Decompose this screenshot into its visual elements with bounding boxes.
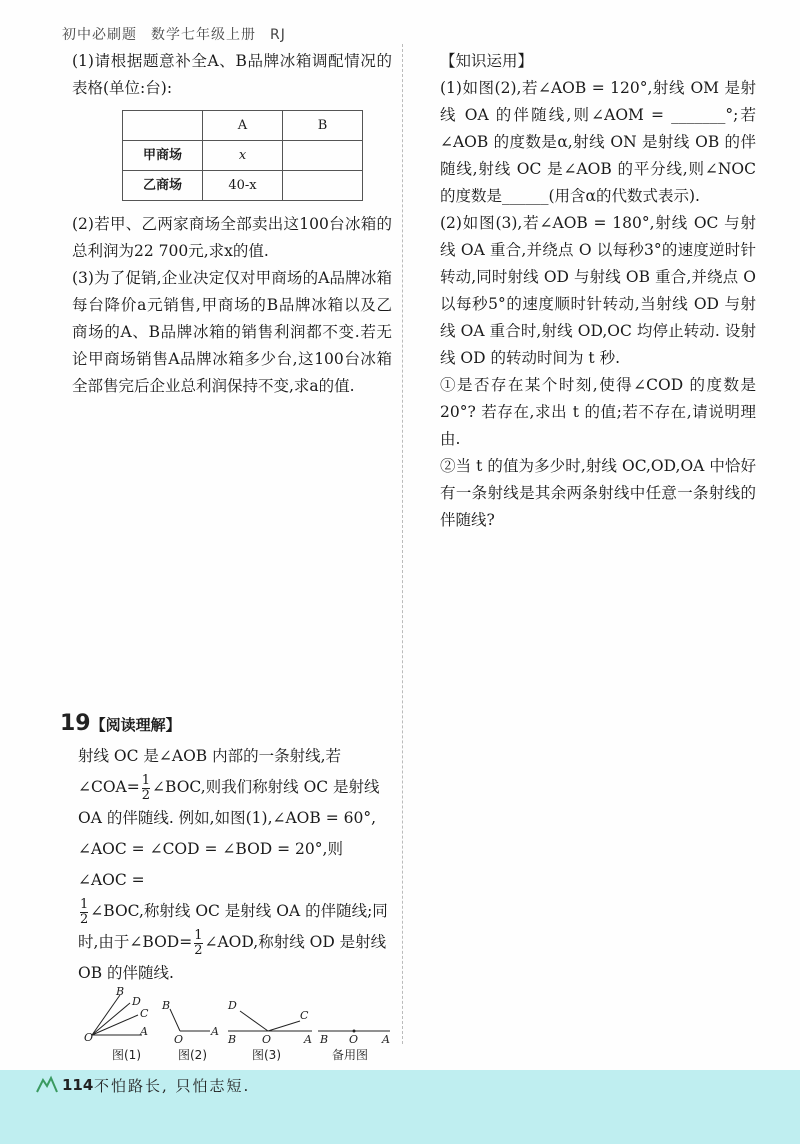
svg-text:O: O	[174, 1033, 184, 1046]
svg-text:A: A	[140, 1025, 148, 1038]
svg-text:B: B	[162, 999, 171, 1012]
section-tag: 【知识运用】	[440, 52, 534, 70]
table-cell	[283, 171, 363, 201]
svg-text:B: B	[228, 1033, 237, 1046]
question-19-heading	[60, 708, 395, 741]
text-fragment: ∠AOD,称射线 OD 是射线	[204, 933, 387, 951]
fraction-numerator: 1	[141, 772, 151, 788]
svg-text:D: D	[132, 995, 141, 1008]
fraction-one-half	[142, 774, 150, 803]
table-cell: x	[203, 141, 283, 171]
text-fragment: ∠BOC,称射线 OC 是射线 OA 的伴随线;同	[90, 902, 388, 920]
figure-2-caption: 图(2)	[178, 1048, 207, 1062]
fraction-denominator: 2	[194, 942, 203, 958]
question-part-2: (2)若甲、乙两家商场全部卖出这100台冰箱的总利润为22 700元,求x的值.	[72, 215, 392, 260]
fraction-denominator: 2	[80, 911, 89, 927]
question-part-1: (1)请根据题意补全A、B品牌冰箱调配情况的表格(单位:台):	[72, 52, 392, 97]
left-column	[72, 48, 392, 400]
svg-text:A: A	[382, 1033, 390, 1046]
column-divider	[402, 44, 403, 1044]
right-column	[440, 48, 756, 534]
table-row	[123, 171, 363, 201]
table-row	[123, 141, 363, 171]
fraction-numerator: 1	[194, 927, 203, 943]
page-number: 114	[62, 1076, 94, 1094]
question-tag: 【阅读理解】	[90, 716, 181, 734]
svg-text:C: C	[140, 1007, 149, 1020]
table-cell: 乙商场	[123, 171, 203, 201]
svg-text:O: O	[349, 1033, 359, 1046]
svg-text:C: C	[300, 1009, 309, 1022]
text-line: ∠AOC = ∠COD = ∠BOD = 20°,则 ∠AOC =	[78, 840, 343, 889]
fraction-denominator: 2	[141, 787, 151, 803]
svg-text:O: O	[262, 1033, 272, 1046]
svg-text:B: B	[116, 985, 125, 998]
knowledge-part-2: (2)如图(3),若∠AOB = 180°,射线 OC 与射线 OA 重合,并绕点 O 以每秒3°的速度逆时针转动,同时射线 OD 与射线 OB 重合,并绕点 O 以每秒5°的速度顺时针转动,当射线 OD 与射线 OA 重合时,射线 OD,OC 均停止转动. 设射线 OD 的转动时间为 t 秒.	[440, 214, 756, 367]
text-line	[78, 927, 395, 958]
book-title: 数学七年级上册	[151, 27, 256, 43]
figure-3-letters	[227, 999, 312, 1046]
svg-text:A: A	[211, 1025, 219, 1038]
table-cell	[283, 141, 363, 171]
figure-2	[170, 1009, 210, 1031]
footer-motto: 不怕路长, 只怕志短.	[94, 1077, 251, 1095]
table-header-cell	[123, 111, 203, 141]
figure-1-caption: 图(1)	[112, 1048, 141, 1062]
table-header-cell: A	[203, 111, 283, 141]
allocation-table	[122, 110, 363, 201]
table-cell: 40-x	[203, 171, 283, 201]
figure-spare-letters	[319, 1033, 390, 1046]
knowledge-part-2-sub-1: ①是否存在某个时刻,使得∠COD 的度数是20°? 若存在,求出 t 的值;若不存在,请说明理由.	[440, 376, 756, 448]
figure-3-caption: 图(3)	[252, 1048, 281, 1062]
page-header	[62, 24, 286, 44]
fraction-numerator: 1	[80, 896, 89, 912]
figure-spare-caption: 备用图	[332, 1048, 369, 1062]
text-fragment: ∠COA=	[78, 778, 140, 796]
table-cell: 甲商场	[123, 141, 203, 171]
text-line: OB 的伴随线.	[78, 964, 174, 982]
text-line: OA 的伴随线. 例如,如图(1),∠AOB = 60°,	[78, 809, 377, 827]
table-header-row	[123, 111, 363, 141]
knowledge-part-1: (1)如图(2),若∠AOB = 120°,射线 OM 是射线 OA 的伴随线,则∠AOM = _______°;若∠AOB 的度数是α,射线 ON 是射线 OB 的伴随线,射线 OC 是∠AOB 的平分线,则∠NOC 的度数是______(用含α的代数式表示).	[440, 79, 756, 205]
text-fragment: ∠BOC,则我们称射线 OC 是射线	[152, 778, 380, 796]
text-line	[78, 772, 395, 803]
text-line: 射线 OC 是∠AOB 内部的一条射线,若	[78, 747, 342, 765]
svg-text:O: O	[84, 1031, 94, 1044]
question-number: 19	[60, 711, 91, 736]
series-title: 初中必刷题	[62, 27, 137, 43]
knowledge-part-2-sub-2: ②当 t 的值为多少时,射线 OC,OD,OA 中恰好有一条射线是其余两条射线中任意一条射线的伴随线?	[440, 457, 756, 529]
figure-2-letters	[161, 999, 219, 1046]
svg-text:A: A	[304, 1033, 312, 1046]
svg-text:B: B	[320, 1033, 329, 1046]
question-19	[60, 708, 395, 989]
edition-label: RJ	[270, 27, 286, 43]
page-footer	[0, 1070, 800, 1144]
svg-text:D: D	[228, 999, 237, 1012]
fraction-one-half	[194, 929, 202, 958]
question-19-body	[60, 741, 395, 989]
text-line	[78, 896, 395, 927]
question-part-3: (3)为了促销,企业决定仅对甲商场的A品牌冰箱每台降价a元销售,甲商场的B品牌冰箱以及乙商场的A、B品牌冰箱的销售利润都不变.若无论甲商场销售A品牌冰箱多少台,这100台冰箱全部售完后企业总利润保持不变,求a的值.	[72, 269, 392, 395]
table-header-cell: B	[283, 111, 363, 141]
fraction-one-half	[80, 898, 88, 927]
text-fragment: 时,由于∠BOD=	[78, 933, 193, 951]
mountain-icon	[36, 1074, 58, 1094]
